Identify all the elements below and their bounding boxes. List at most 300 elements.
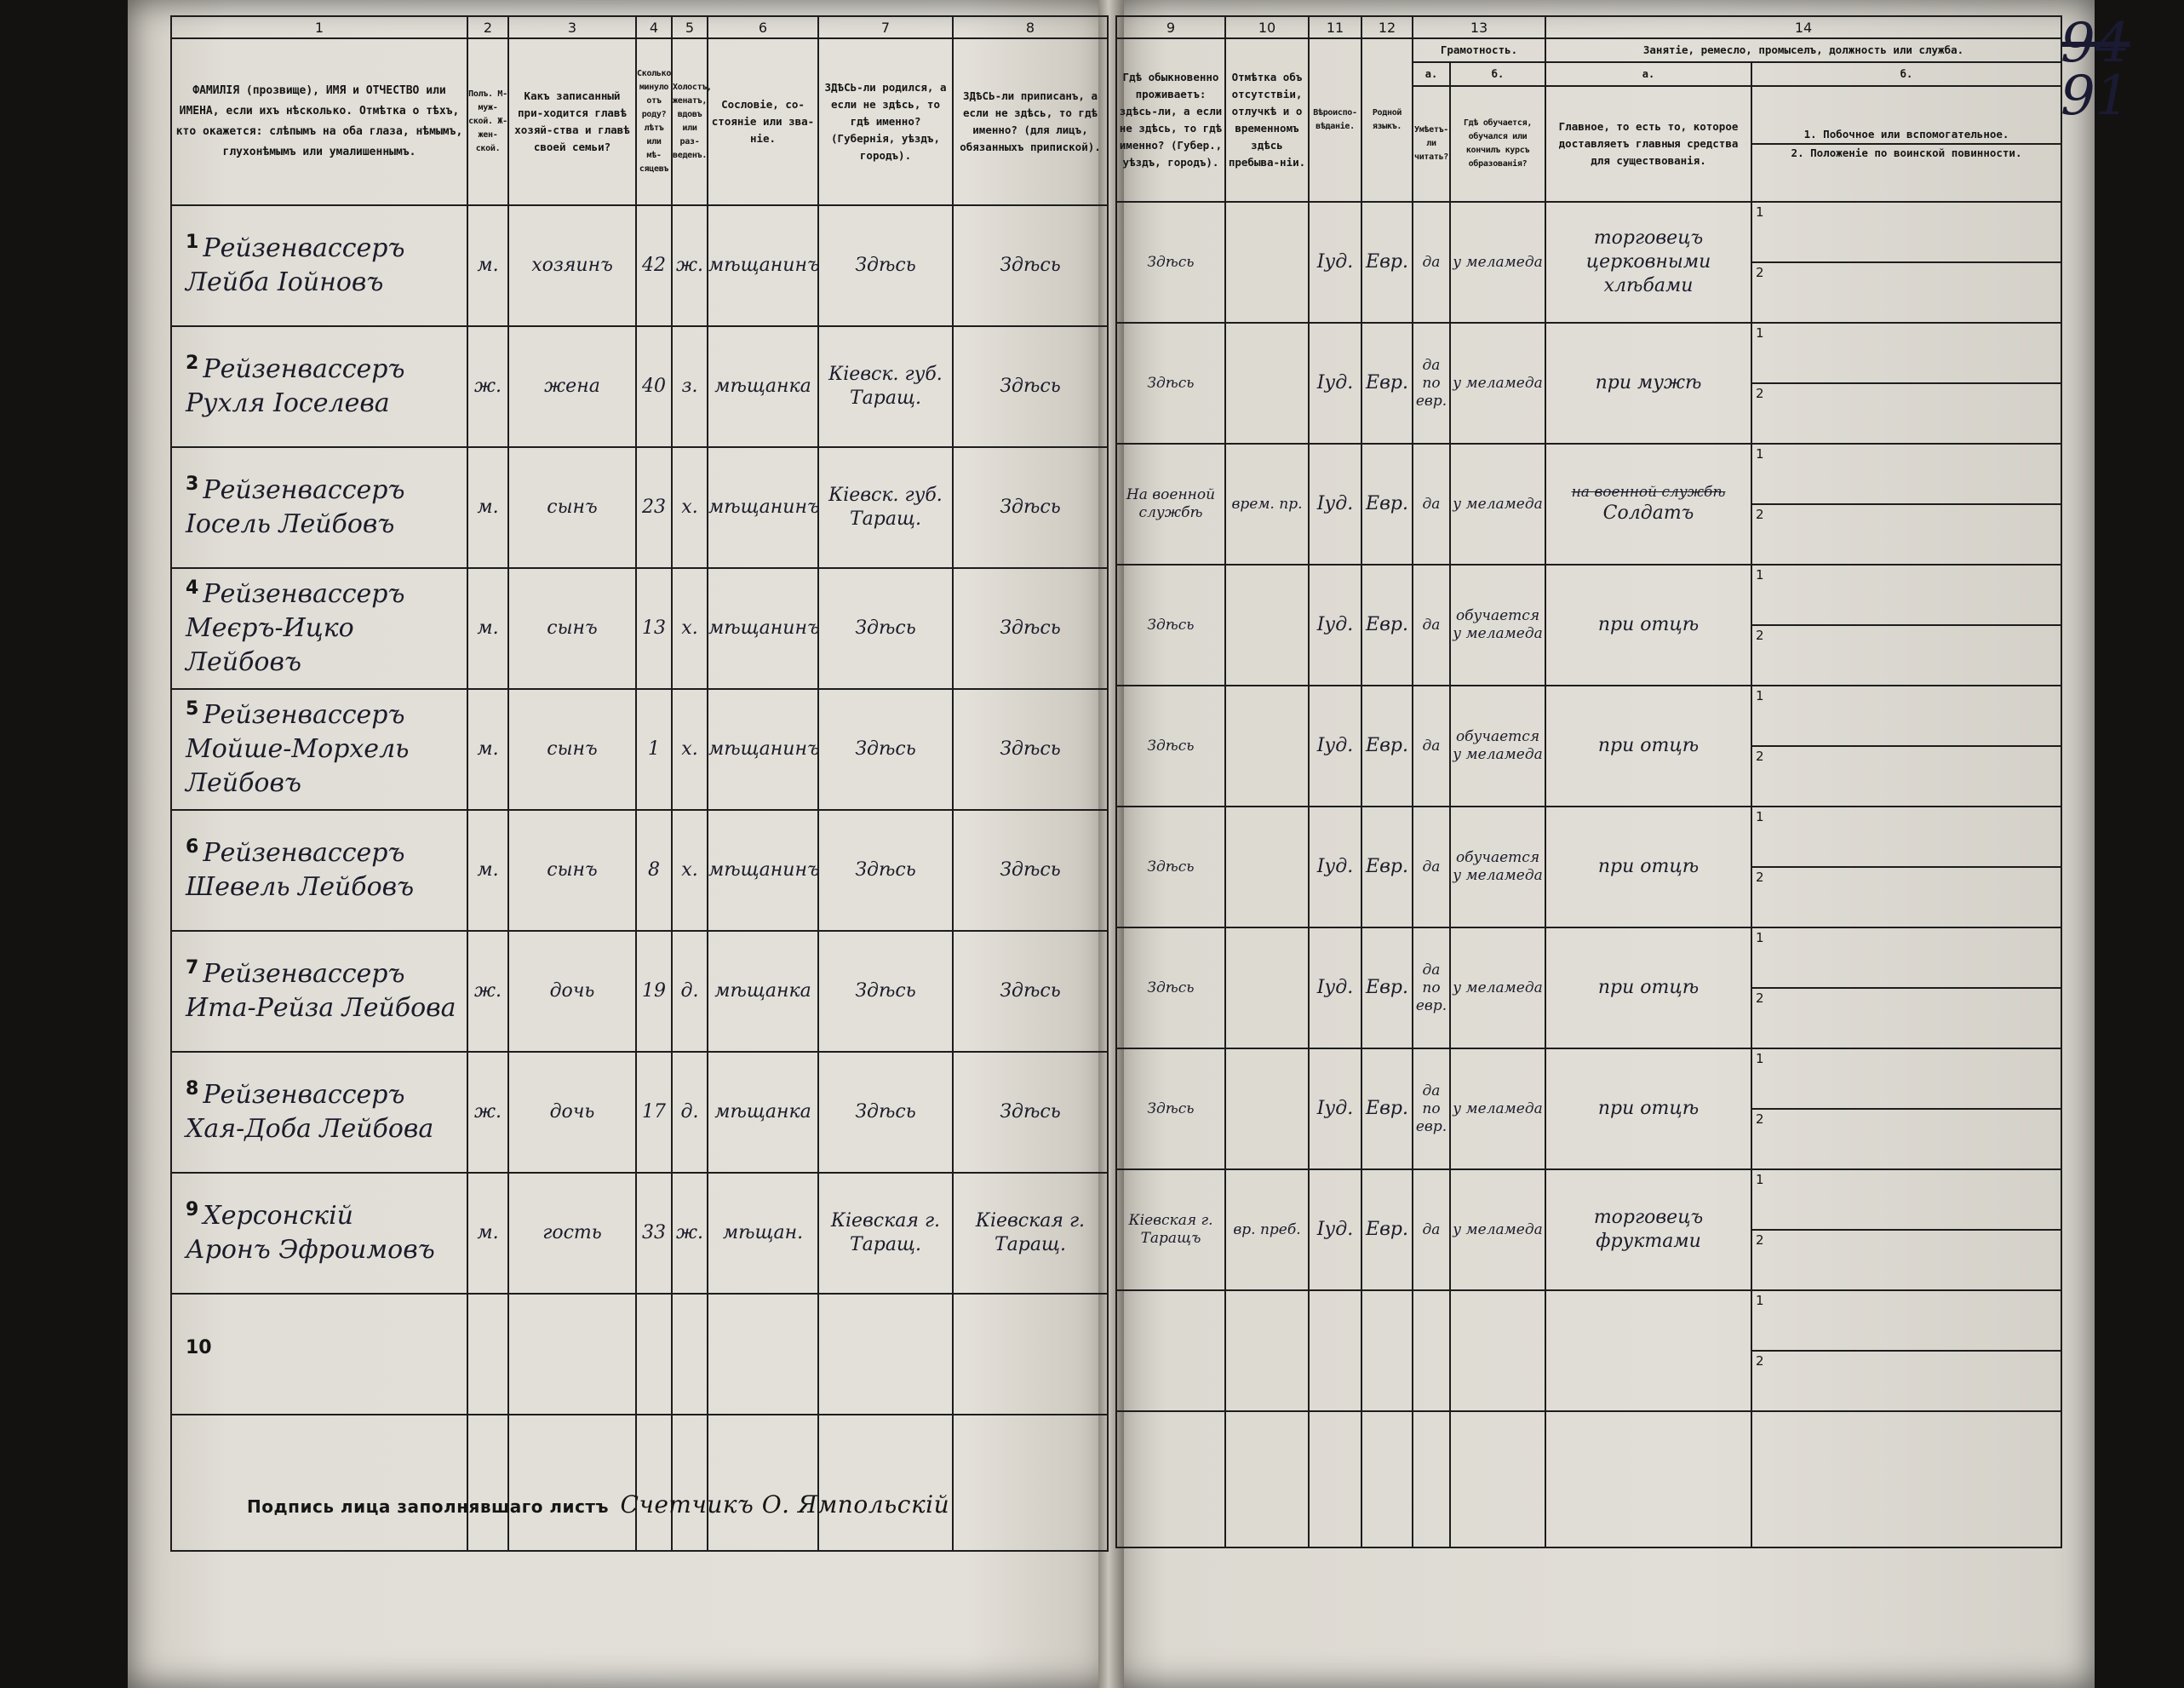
marital-cell: д. <box>672 931 708 1052</box>
residence-cell: Здѣсь <box>1116 323 1225 444</box>
occupation-cell <box>1545 1048 1751 1169</box>
side-occupation-cell <box>1751 1290 2061 1411</box>
row-number: 7 <box>186 957 199 979</box>
header-sex: Полъ. М-муж-ской. Ж-жен-ской. <box>467 38 508 205</box>
school-cell: у меламеда <box>1450 202 1545 323</box>
side-occupation-1 <box>1752 1291 2061 1352</box>
school-cell: у меламеда <box>1450 1169 1545 1290</box>
side-occupation-2 <box>1752 1231 2061 1289</box>
row-number: 8 <box>186 1078 199 1099</box>
sex-cell: ж. <box>467 1052 508 1173</box>
religion-cell: Іуд. <box>1309 323 1361 444</box>
side-occupation-cell <box>1751 807 2061 927</box>
table-row <box>171 1294 1108 1415</box>
language-cell <box>1361 1290 1413 1411</box>
sex-cell: м. <box>467 205 508 326</box>
sex-cell: ж. <box>467 931 508 1052</box>
registered-cell: Здѣсь <box>953 326 1108 447</box>
residence-cell: Здѣсь <box>1116 927 1225 1048</box>
absence-cell <box>1225 202 1309 323</box>
side-occupation-cell <box>1751 927 2061 1048</box>
absence-cell <box>1225 927 1309 1048</box>
table-row <box>1116 202 2061 323</box>
table-row <box>1116 1290 2061 1411</box>
archive-number-crossed: 94 <box>2061 12 2130 75</box>
birthplace-cell: Здѣсь <box>818 1052 953 1173</box>
occupation-main: торговецъ церковными хлѣбами <box>1585 227 1711 296</box>
given-name: Лейба Іойновъ <box>186 267 384 297</box>
registered-cell: Кіевская г. Таращ. <box>953 1173 1108 1294</box>
marital-cell <box>672 1294 708 1415</box>
occupation-cell <box>1545 1290 1751 1411</box>
sub-number-1: 1 <box>1756 1293 1764 1308</box>
side-occupation-cell <box>1751 565 2061 686</box>
estate-cell: мѣщанинъ <box>708 568 818 689</box>
header-language: Родной языкъ. <box>1361 38 1413 202</box>
table-row <box>171 447 1108 568</box>
header-main-occupation: Главное, то есть то, которое доставляетъ главныя средства для существованія. <box>1545 86 1751 202</box>
reads-cell: да <box>1413 565 1450 686</box>
marital-cell: х. <box>672 568 708 689</box>
absence-cell <box>1225 686 1309 807</box>
absence-cell: вр. преб. <box>1225 1169 1309 1290</box>
residence-cell: Здѣсь <box>1116 1048 1225 1169</box>
header-row <box>171 38 1108 205</box>
sub-number-2: 2 <box>1756 265 1764 280</box>
person-name-cell <box>171 1173 467 1294</box>
archive-number-current: 91 <box>2061 65 2130 128</box>
religion-cell: Іуд. <box>1309 927 1361 1048</box>
colnum-2: 2 <box>467 16 508 38</box>
birthplace-cell: Здѣсь <box>818 205 953 326</box>
surname: Рейзенвассеръ <box>203 475 405 505</box>
age-cell: 13 <box>636 568 672 689</box>
header-born: ЗДѢСЬ-ли родился, а если не здѣсь, то гдѣ именно? (Губернія, уѣздъ, городъ). <box>818 38 953 205</box>
relation-cell: сынъ <box>508 689 636 810</box>
marital-cell: ж. <box>672 1173 708 1294</box>
table-row <box>171 1173 1108 1294</box>
relation-cell: сынъ <box>508 568 636 689</box>
occupation-cell <box>1545 1169 1751 1290</box>
relation-cell <box>508 1294 636 1415</box>
reads-cell <box>1413 1290 1450 1411</box>
language-cell: Евр. <box>1361 1048 1413 1169</box>
registered-cell <box>953 1294 1108 1415</box>
registered-cell: Здѣсь <box>953 205 1108 326</box>
language-cell: Евр. <box>1361 565 1413 686</box>
header-marital: Холостъ, женатъ, вдовъ или раз-веденъ. <box>672 38 708 205</box>
side-occupation-1 <box>1752 1170 2061 1231</box>
header-registered: ЗДѢСЬ-ли приписанъ, а если не здѣсь, то гдѣ именно? (для лицъ, обязанныхъ припиской). <box>953 38 1108 205</box>
table-row <box>1116 1169 2061 1290</box>
surname: Рейзенвассеръ <box>203 354 405 384</box>
side-occupation-cell <box>1751 202 2061 323</box>
birthplace-cell: Кіевск. губ. Таращ. <box>818 447 953 568</box>
school-cell: обучается у меламеда <box>1450 686 1545 807</box>
language-cell: Евр. <box>1361 202 1413 323</box>
age-cell: 40 <box>636 326 672 447</box>
residence-cell: Здѣсь <box>1116 202 1225 323</box>
occupation-cell <box>1545 202 1751 323</box>
row-number: 10 <box>186 1337 212 1358</box>
person-name-cell <box>171 568 467 689</box>
table-row <box>171 689 1108 810</box>
colnum-8: 8 <box>953 16 1108 38</box>
table-row <box>1116 565 2061 686</box>
estate-cell: мѣщанка <box>708 1052 818 1173</box>
column-number-row <box>171 16 1108 38</box>
sub-number-2: 2 <box>1756 1232 1764 1248</box>
registered-cell: Здѣсь <box>953 810 1108 931</box>
header-absence: Отмѣтка объ отсутствіи, отлучкѣ и о временномъ здѣсь пребыва-ніи. <box>1225 38 1309 202</box>
occupation-main: при отцѣ <box>1597 856 1700 877</box>
surname: Рейзенвассеръ <box>203 959 405 989</box>
given-name: Меєръ-Ицко Лейбовъ <box>186 613 354 677</box>
school-cell: обучается у меламеда <box>1450 565 1545 686</box>
given-name: Рухля Іоселева <box>186 388 390 418</box>
colnum-14: 14 <box>1545 16 2061 38</box>
header-school: Гдѣ обучается, обучался или кончилъ курсъ образованія? <box>1450 86 1545 202</box>
occupation-main: при отцѣ <box>1597 614 1700 635</box>
absence-cell <box>1225 807 1309 927</box>
archive-number <box>2061 12 2130 128</box>
side-occupation-2 <box>1752 989 2061 1048</box>
header-side-occupation <box>1751 86 2061 202</box>
side-occupation-2 <box>1752 1110 2061 1168</box>
sub-number-1: 1 <box>1756 1051 1764 1066</box>
person-name-cell <box>171 205 467 326</box>
given-name: Мойше-Морхель Лейбовъ <box>186 734 410 798</box>
religion-cell: Іуд. <box>1309 1169 1361 1290</box>
language-cell: Евр. <box>1361 927 1413 1048</box>
colnum-5: 5 <box>672 16 708 38</box>
header-literacy: Грамотность. <box>1413 38 1545 62</box>
residence-cell: Кіевская г. Таращъ <box>1116 1169 1225 1290</box>
sex-cell: м. <box>467 810 508 931</box>
religion-cell: Іуд. <box>1309 565 1361 686</box>
sex-cell: м. <box>467 447 508 568</box>
side-occupation-1 <box>1752 203 2061 263</box>
residence-cell <box>1116 1290 1225 1411</box>
age-cell: 19 <box>636 931 672 1052</box>
side-occupation-cell <box>1751 1169 2061 1290</box>
side-occupation-2 <box>1752 868 2061 927</box>
sub-number-1: 1 <box>1756 204 1764 220</box>
language-cell: Евр. <box>1361 807 1413 927</box>
religion-cell: Іуд. <box>1309 444 1361 565</box>
sub-number-2: 2 <box>1756 628 1764 643</box>
school-cell: у меламеда <box>1450 1048 1545 1169</box>
school-cell: у меламеда <box>1450 927 1545 1048</box>
relation-cell: хозяинъ <box>508 205 636 326</box>
religion-cell <box>1309 1290 1361 1411</box>
header-estate: Сословіе, со-стояніе или зва-ніе. <box>708 38 818 205</box>
sub-number-1: 1 <box>1756 325 1764 341</box>
occupation-cell <box>1545 807 1751 927</box>
registered-cell: Здѣсь <box>953 689 1108 810</box>
sub-number-1: 1 <box>1756 688 1764 703</box>
school-cell: у меламеда <box>1450 444 1545 565</box>
birthplace-cell: Здѣсь <box>818 689 953 810</box>
occupation-struck: на военной службѣ <box>1571 483 1726 501</box>
sex-cell: м. <box>467 689 508 810</box>
age-cell: 1 <box>636 689 672 810</box>
marital-cell: х. <box>672 447 708 568</box>
occupation-main: при отцѣ <box>1597 1098 1700 1119</box>
census-table-left <box>170 15 1109 1552</box>
person-name-cell <box>171 1294 467 1415</box>
surname: Рейзенвассеръ <box>203 579 405 609</box>
table-row <box>171 205 1108 326</box>
reads-cell: да по евр. <box>1413 323 1450 444</box>
religion-cell: Іуд. <box>1309 1048 1361 1169</box>
surname: Херсонскій <box>203 1201 353 1231</box>
religion-cell: Іуд. <box>1309 202 1361 323</box>
table-row <box>1116 927 2061 1048</box>
signature-value: Счетчикъ О. Ямпольскій <box>620 1490 950 1519</box>
registered-cell: Здѣсь <box>953 931 1108 1052</box>
table-row <box>171 1052 1108 1173</box>
estate-cell: мѣщанка <box>708 931 818 1052</box>
census-table-right <box>1115 15 2062 1548</box>
marital-cell: ж. <box>672 205 708 326</box>
person-name-cell <box>171 931 467 1052</box>
estate-cell: мѣщанинъ <box>708 689 818 810</box>
estate-cell: мѣщанинъ <box>708 205 818 326</box>
birthplace-cell: Кіевская г. Таращ. <box>818 1173 953 1294</box>
header-religion: Вѣроиспо-вѣданіе. <box>1309 38 1361 202</box>
side-occupation-2 <box>1752 505 2061 564</box>
header-occupation-a: а. <box>1545 62 1751 86</box>
sex-cell: м. <box>467 1173 508 1294</box>
occupation-cell <box>1545 927 1751 1048</box>
relation-cell: дочь <box>508 1052 636 1173</box>
side-occupation-cell <box>1751 686 2061 807</box>
relation-cell: сынъ <box>508 447 636 568</box>
marital-cell: х. <box>672 810 708 931</box>
colnum-6: 6 <box>708 16 818 38</box>
person-name-cell <box>171 326 467 447</box>
side-occupation-cell <box>1751 444 2061 565</box>
birthplace-cell: Кіевск. губ. Таращ. <box>818 326 953 447</box>
sub-number-1: 1 <box>1756 1172 1764 1187</box>
colnum-11: 11 <box>1309 16 1361 38</box>
age-cell <box>636 1294 672 1415</box>
language-cell: Евр. <box>1361 1169 1413 1290</box>
table-row <box>1116 686 2061 807</box>
side-occupation-1 <box>1752 1049 2061 1110</box>
surname: Рейзенвассеръ <box>203 700 405 730</box>
right-table-body <box>1116 202 2061 1411</box>
header-occupation: Занятіе, ремесло, промыселъ, должность или служба. <box>1545 38 2061 62</box>
birthplace-cell <box>818 1294 953 1415</box>
reads-cell: да <box>1413 686 1450 807</box>
header-relation: Какъ записанный при-ходится главѣ хозяй-ства и главѣ своей семьи? <box>508 38 636 205</box>
absence-cell <box>1225 323 1309 444</box>
sub-number-2: 2 <box>1756 386 1764 401</box>
signature-label: Подпись лица заполнявшаго листъ <box>247 1496 610 1517</box>
side-occupation-2 <box>1752 263 2061 322</box>
occupation-cell <box>1545 444 1751 565</box>
side-occupation-1 <box>1752 928 2061 989</box>
side-occupation-cell <box>1751 323 2061 444</box>
header-literacy-a: а. <box>1413 62 1450 86</box>
occupation-main: торговецъ фруктами <box>1593 1207 1704 1252</box>
colnum-1: 1 <box>171 16 467 38</box>
estate-cell: мѣщанинъ <box>708 447 818 568</box>
marital-cell: х. <box>672 689 708 810</box>
colnum-13: 13 <box>1413 16 1545 38</box>
sub-number-2: 2 <box>1756 749 1764 764</box>
sub-number-2: 2 <box>1756 1111 1764 1127</box>
header-occupation-b: б. <box>1751 62 2061 86</box>
sub-number-1: 1 <box>1756 446 1764 462</box>
colnum-7: 7 <box>818 16 953 38</box>
occupation-cell <box>1545 323 1751 444</box>
estate-cell <box>708 1294 818 1415</box>
birthplace-cell: Здѣсь <box>818 810 953 931</box>
right-filler-row <box>1116 1411 2061 1547</box>
left-filler-row <box>171 1415 1108 1551</box>
sex-cell: м. <box>467 568 508 689</box>
birthplace-cell: Здѣсь <box>818 568 953 689</box>
estate-cell: мѣщан. <box>708 1173 818 1294</box>
header-residence: Гдѣ обыкновенно проживаетъ: здѣсь-ли, а если не здѣсь, то гдѣ именно? (Губер., уѣздъ, городъ). <box>1116 38 1225 202</box>
sub-number-1: 1 <box>1756 930 1764 945</box>
header-literacy-b: б. <box>1450 62 1545 86</box>
relation-cell: сынъ <box>508 810 636 931</box>
table-row <box>171 326 1108 447</box>
reads-cell: да <box>1413 807 1450 927</box>
reads-cell: да по евр. <box>1413 1048 1450 1169</box>
reads-cell: да <box>1413 444 1450 565</box>
occupation-main: при отцѣ <box>1597 977 1700 998</box>
registered-cell: Здѣсь <box>953 1052 1108 1173</box>
marital-cell: з. <box>672 326 708 447</box>
side-occupation-2 <box>1752 384 2061 443</box>
sub-number-2: 2 <box>1756 507 1764 522</box>
age-cell: 17 <box>636 1052 672 1173</box>
age-cell: 42 <box>636 205 672 326</box>
side-occupation-1 <box>1752 324 2061 384</box>
person-name-cell <box>171 447 467 568</box>
header-name: ФАМИЛІЯ (прозвище), ИМЯ и ОТЧЕСТВО или ИМЕНА, если ихъ нѣсколько. Отмѣтка о тѣхъ, кто окажется: слѣпымъ на оба глаза, нѣмымъ, глухонѣмымъ или умалишеннымъ. <box>171 38 467 205</box>
person-name-cell <box>171 1052 467 1173</box>
estate-cell: мѣщанинъ <box>708 810 818 931</box>
row-number: 4 <box>186 577 199 599</box>
given-name: Шевель Лейбовъ <box>186 872 415 902</box>
residence-cell: Здѣсь <box>1116 807 1225 927</box>
column-number-row-right <box>1116 16 2061 38</box>
table-row <box>1116 444 2061 565</box>
language-cell: Евр. <box>1361 444 1413 565</box>
left-table-body <box>171 205 1108 1415</box>
school-cell: обучается у меламеда <box>1450 807 1545 927</box>
absence-cell <box>1225 1290 1309 1411</box>
surname: Рейзенвассеръ <box>203 1080 405 1110</box>
relation-cell: дочь <box>508 931 636 1052</box>
row-number: 1 <box>186 232 199 253</box>
reads-cell: да по евр. <box>1413 927 1450 1048</box>
given-name: Аронъ Эфроимовъ <box>186 1235 435 1265</box>
language-cell: Евр. <box>1361 686 1413 807</box>
surname: Рейзенвассеръ <box>203 838 405 868</box>
header-side-1: 1. Побочное или вспомогательное. <box>1752 126 2061 145</box>
sex-cell <box>467 1294 508 1415</box>
age-cell: 8 <box>636 810 672 931</box>
given-name: Хая-Доба Лейбова <box>186 1114 434 1144</box>
side-occupation-1 <box>1752 566 2061 626</box>
language-cell: Евр. <box>1361 323 1413 444</box>
estate-cell: мѣщанка <box>708 326 818 447</box>
reads-cell: да <box>1413 1169 1450 1290</box>
side-occupation-cell <box>1751 1048 2061 1169</box>
table-row <box>171 931 1108 1052</box>
side-occupation-1 <box>1752 445 2061 505</box>
sub-number-2: 2 <box>1756 1353 1764 1369</box>
person-name-cell <box>171 810 467 931</box>
reads-cell: да <box>1413 202 1450 323</box>
row-number: 3 <box>186 474 199 495</box>
occupation-main: при отцѣ <box>1597 735 1700 756</box>
absence-cell: врем. пр. <box>1225 444 1309 565</box>
side-occupation-1 <box>1752 686 2061 747</box>
occupation-cell <box>1545 686 1751 807</box>
given-name: Ита-Рейза Лейбова <box>186 993 456 1023</box>
table-row <box>171 568 1108 689</box>
sex-cell: ж. <box>467 326 508 447</box>
table-row <box>1116 323 2061 444</box>
surname: Рейзенвассеръ <box>203 233 405 263</box>
table-row <box>1116 807 2061 927</box>
header-age: Сколько минуло отъ роду? лѣтъ или мѣ-сяцевъ <box>636 38 672 205</box>
occupation-main: при мужѣ <box>1595 372 1702 393</box>
colnum-9: 9 <box>1116 16 1225 38</box>
row-number: 9 <box>186 1199 199 1220</box>
signature-line <box>247 1490 949 1519</box>
header-reads: Умѣетъ-ли читать? <box>1413 86 1450 202</box>
row-number: 5 <box>186 698 199 720</box>
side-occupation-1 <box>1752 807 2061 868</box>
relation-cell: жена <box>508 326 636 447</box>
school-cell: у меламеда <box>1450 323 1545 444</box>
side-occupation-2 <box>1752 747 2061 806</box>
side-occupation-2 <box>1752 626 2061 685</box>
colnum-3: 3 <box>508 16 636 38</box>
marital-cell: д. <box>672 1052 708 1173</box>
sub-number-2: 2 <box>1756 870 1764 885</box>
colnum-4: 4 <box>636 16 672 38</box>
registered-cell: Здѣсь <box>953 568 1108 689</box>
colnum-10: 10 <box>1225 16 1309 38</box>
birthplace-cell: Здѣсь <box>818 931 953 1052</box>
registered-cell: Здѣсь <box>953 447 1108 568</box>
table-row <box>1116 1048 2061 1169</box>
given-name: Іосель Лейбовъ <box>186 509 395 539</box>
residence-cell: Здѣсь <box>1116 565 1225 686</box>
age-cell: 23 <box>636 447 672 568</box>
occupation-main: Солдатъ <box>1602 502 1694 524</box>
occupation-cell <box>1545 565 1751 686</box>
sub-number-1: 1 <box>1756 809 1764 824</box>
absence-cell <box>1225 1048 1309 1169</box>
person-name-cell <box>171 689 467 810</box>
sub-number-2: 2 <box>1756 990 1764 1006</box>
header-row-right-top <box>1116 38 2061 62</box>
row-number: 6 <box>186 836 199 858</box>
row-number: 2 <box>186 353 199 374</box>
header-side-2: 2. Положеніе по воинской повинности. <box>1791 146 2022 159</box>
